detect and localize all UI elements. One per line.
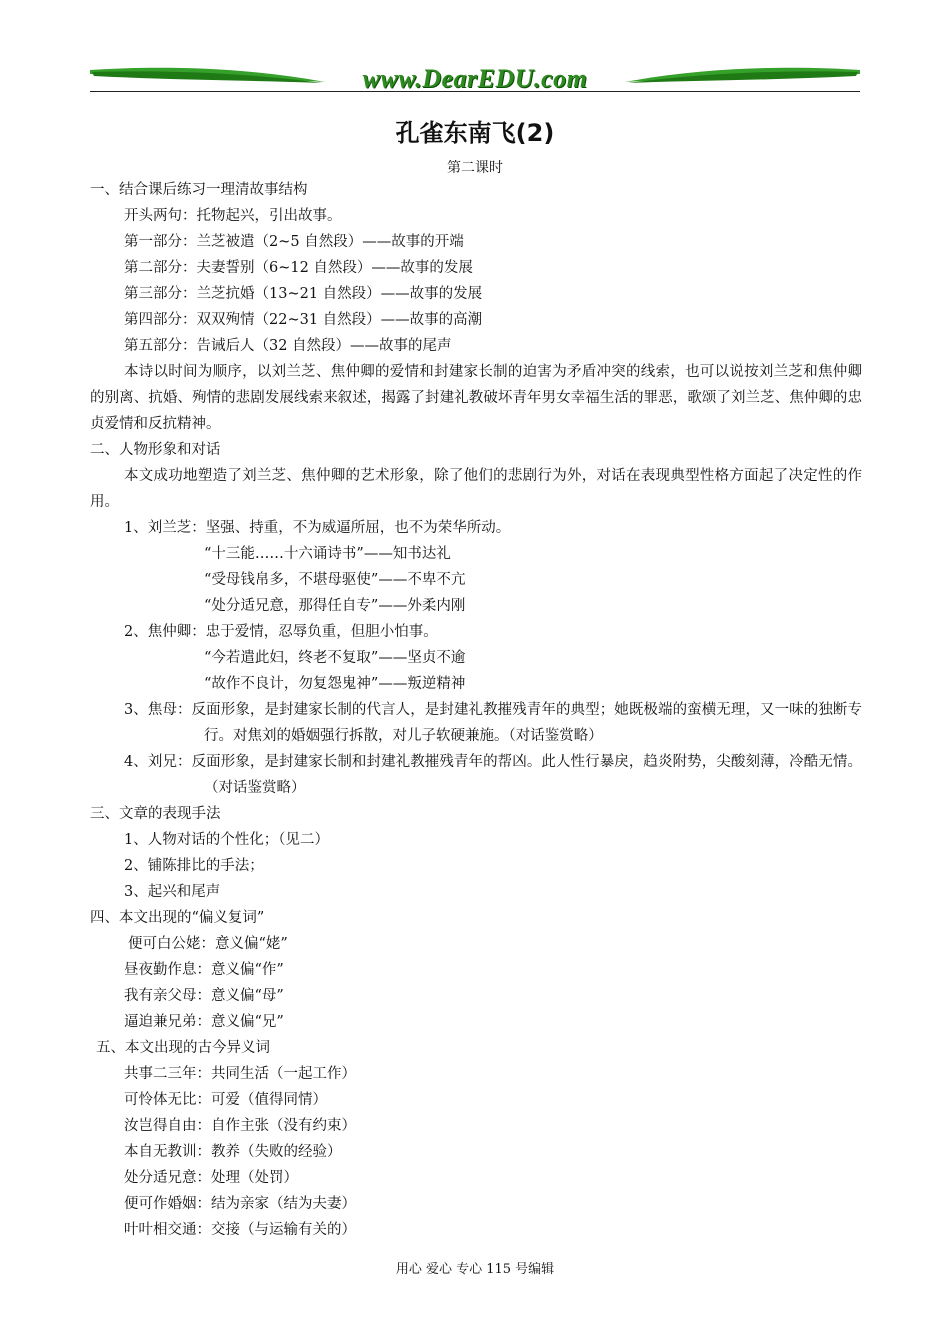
list-item: 便可白公姥：意义偏“姥” [128, 936, 288, 952]
paragraph: 本诗以时间为顺序，以刘兰芝、焦仲卿的爱情和封建家长制的迫害为矛盾冲突的线索，也可以说按刘兰芝和焦仲卿的别离、抗婚、殉情的悲剧发展线索来叙述，揭露了封建礼教破坏青年男女幸福生活的罪恶，歌颂了刘兰芝、焦仲卿的忠贞爱情和反抗精神。 [90, 364, 862, 432]
list-item: 叶叶相交通：交接（与运输有关的） [124, 1222, 356, 1238]
list-item: “处分适兄意，那得任自专”——外柔内刚 [204, 598, 466, 614]
page-footer: 用心 爱心 专心 115 号编辑 [395, 1262, 555, 1277]
list-item: 第二部分：夫妻誓别（6~12 自然段）——故事的发展 [124, 260, 473, 276]
list-item: 昼夜勤作息：意义偏“作” [124, 962, 284, 978]
list-item: 共事二三年：共同生活（一起工作） [124, 1066, 356, 1082]
list-item: 开头两句：托物起兴，引出故事。 [124, 208, 342, 224]
list-item: 逼迫兼兄弟：意义偏“兄” [124, 1014, 284, 1030]
list-item: “故作不良计，勿复怨鬼神”——叛逆精神 [204, 676, 466, 692]
paragraph: 本文成功地塑造了刘兰芝、焦仲卿的艺术形象，除了他们的悲剧行为外，对话在表现典型性格方面起了决定性的作用。 [90, 468, 862, 510]
list-item: 汝岂得自由：自作主张（没有约束） [124, 1118, 356, 1134]
list-item: “今若遣此妇，终老不复取”——坚贞不逾 [204, 650, 466, 666]
section-heading: 二、人物形象和对话 [90, 442, 221, 458]
list-item: 第四部分：双双殉情（22~31 自然段）——故事的高潮 [124, 312, 483, 328]
list-item: 便可作婚姻：结为亲家（结为夫妻） [124, 1196, 356, 1212]
header-rule [90, 91, 860, 92]
page-subtitle: 第二课时 [447, 160, 503, 176]
list-item: “十三能……十六诵诗书”——知书达礼 [204, 546, 451, 562]
list-item: 本自无教训：教养（失败的经验） [124, 1144, 342, 1160]
list-item: “受母钱帛多，不堪母驱使”——不卑不亢 [204, 572, 466, 588]
section-heading: 四、本文出现的“偏义复词” [90, 910, 265, 926]
section-heading: 一、结合课后练习一理清故事结构 [90, 182, 308, 198]
list-item: 第一部分：兰芝被遣（2~5 自然段）——故事的开端 [124, 234, 464, 250]
list-item: 第三部分：兰芝抗婚（13~21 自然段）——故事的发展 [124, 286, 483, 302]
list-item: 可怜体无比：可爱（值得同情） [124, 1092, 327, 1108]
document-body [90, 177, 862, 1243]
list-item: 1、人物对话的个性化；（见二） [124, 832, 329, 848]
section-heading: 三、文章的表现手法 [90, 806, 221, 822]
site-logo[interactable]: www.DearEDU.com [362, 64, 588, 93]
list-item: 2、焦仲卿：忠于爱情，忍辱负重，但胆小怕事。 [124, 624, 438, 640]
list-item: 2、铺陈排比的手法； [124, 858, 264, 874]
list-item: 3、起兴和尾声 [124, 884, 221, 900]
page-title: 孔雀东南飞(2) [395, 119, 555, 147]
list-item: 我有亲父母：意义偏“母” [124, 988, 284, 1004]
list-item: 第五部分：告诫后人（32 自然段）——故事的尾声 [124, 338, 452, 354]
section-heading: 五、本文出现的古今异义词 [96, 1040, 270, 1056]
list-item: 4、刘兄：反面形象，是封建家长制和封建礼教摧残青年的帮凶。此人性行暴戾，趋炎附势，尖酸刻薄，冷酷无情。（对话鉴赏略） [124, 754, 862, 796]
list-item: 处分适兄意：处理（处罚） [124, 1170, 298, 1186]
list-item: 1、刘兰芝：坚强、持重，不为威逼所屈，也不为荣华所动。 [124, 520, 511, 536]
list-item: 3、焦母：反面形象，是封建家长制的代言人，是封建礼教摧残青年的典型；她既极端的蛮横无理，又一味的独断专行。对焦刘的婚姻强行拆散，对儿子软硬兼施。（对话鉴赏略） [124, 702, 862, 744]
